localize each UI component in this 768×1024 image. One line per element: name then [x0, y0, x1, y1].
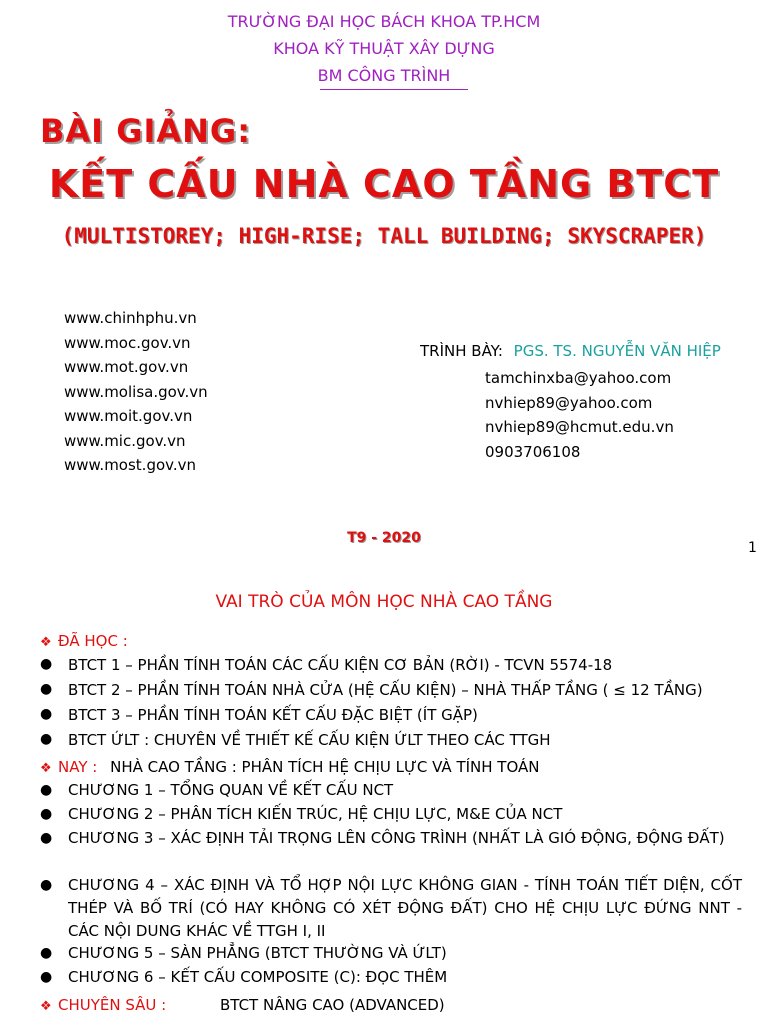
bullet-icon: ● [40, 830, 53, 846]
chapter-item: CHƯƠNG 6 – KẾT CẤU COMPOSITE (C): ĐỌC THÊM [68, 968, 448, 986]
lecture-label: BÀI GIẢNG: [40, 112, 251, 150]
da-hoc-item: BTCT 1 – PHẦN TÍNH TOÁN CÁC CẤU KIỆN CƠ BẢN (RỜI) - TCVN 5574-18 [68, 656, 613, 674]
diamond-bullet-icon: ❖ [40, 761, 52, 776]
date-label: T9 - 2020 [347, 530, 421, 546]
bullet-icon: ● [40, 969, 53, 985]
lecture-title: KẾT CẤU NHÀ CAO TẦNG BTCT [48, 162, 720, 206]
da-hoc-label: ĐÃ HỌC : [58, 632, 128, 650]
chapter-item: CHƯƠNG 1 – TỔNG QUAN VỀ KẾT CẤU NCT [68, 781, 394, 799]
nay-heading [40, 756, 540, 780]
bullet-icon: ● [40, 706, 53, 722]
chuyen-sau-heading [40, 994, 445, 1018]
url-item[interactable]: www.chinhphu.vn [64, 309, 197, 327]
contact-email[interactable]: nvhiep89@yahoo.com [485, 393, 653, 412]
diamond-bullet-icon: ❖ [40, 635, 52, 650]
bullet-icon: ● [40, 782, 53, 798]
chapter-item: CHƯƠNG 5 – SÀN PHẲNG (BTCT THƯỜNG VÀ ỨLT) [68, 944, 447, 962]
department-name: BM CÔNG TRÌNH [317, 66, 451, 85]
url-item[interactable]: www.molisa.gov.vn [64, 382, 208, 401]
url-item[interactable]: www.most.gov.vn [64, 456, 197, 474]
chapter-item: CHƯƠNG 2 – PHÂN TÍCH KIẾN TRÚC, HỆ CHỊU LỰC, M&E CỦA NCT [68, 805, 563, 823]
bullet-icon: ● [40, 806, 53, 822]
bullet-icon: ● [40, 681, 53, 697]
chapter-item: CHƯƠNG 4 – XÁC ĐỊNH VÀ TỔ HỢP NỘI LỰC KHÔNG GIAN - TÍNH TOÁN TIẾT DIỆN, CỐT THÉP VÀ BỐ TRÍ (CÓ HAY KHÔNG CÓ XÉT ĐỘNG ĐẤT) CHO HỆ CHỊU LỰC ĐỨNG NNT - CÁC NỘI DUNG KHÁC VỀ TTGH I, II [68, 876, 742, 940]
bullet-icon: ● [40, 945, 53, 961]
header-underline [320, 89, 468, 90]
nay-label: NAY : [58, 758, 98, 776]
lecture-subtitle: (MULTISTOREY; HIGH-RISE; TALL BUILDING; SKYSCRAPER) [61, 224, 707, 248]
chuyen-sau-text: BTCT NÂNG CAO (ADVANCED) [220, 996, 445, 1014]
presenter-label: TRÌNH BÀY: [420, 342, 503, 360]
nay-text: NHÀ CAO TẦNG : PHÂN TÍCH HỆ CHỊU LỰC VÀ TÍNH TOÁN [110, 758, 540, 776]
da-hoc-item: BTCT ỨLT : CHUYÊN VỀ THIẾT KẾ CẤU KIỆN ỨLT THEO CÁC TTGH [68, 731, 551, 749]
university-name: TRƯỜNG ĐẠI HỌC BÁCH KHOA TP.HCM [227, 12, 541, 31]
contact-email[interactable]: tamchinxba@yahoo.com [485, 369, 672, 387]
url-item[interactable]: www.moit.gov.vn [64, 407, 193, 425]
contact-phone: 0903706108 [485, 442, 581, 461]
bullet-icon: ● [40, 731, 53, 747]
contact-email[interactable]: nvhiep89@hcmut.edu.vn [485, 418, 674, 436]
page-number: 1 [748, 540, 757, 556]
url-item[interactable]: www.moc.gov.vn [64, 333, 191, 352]
bullet-icon: ● [40, 877, 53, 893]
url-item[interactable]: www.mic.gov.vn [64, 431, 186, 450]
da-hoc-item: BTCT 3 – PHẦN TÍNH TOÁN KẾT CẤU ĐẶC BIỆT (ÍT GẶP) [68, 706, 478, 724]
bullet-icon: ● [40, 656, 53, 672]
section-title: VAI TRÒ CỦA MÔN HỌC NHÀ CAO TẦNG [215, 592, 553, 612]
chapter-item: CHƯƠNG 3 – XÁC ĐỊNH TẢI TRỌNG LÊN CÔNG TRÌNH (NHẤT LÀ GIÓ ĐỘNG, ĐỘNG ĐẤT) [68, 829, 725, 847]
faculty-name: KHOA KỸ THUẬT XÂY DỰNG [273, 39, 495, 58]
chuyen-sau-label: CHUYÊN SÂU : [58, 996, 167, 1014]
diamond-bullet-icon: ❖ [40, 999, 52, 1014]
url-list [64, 306, 208, 478]
url-item[interactable]: www.mot.gov.vn [64, 358, 189, 376]
presenter-name: PGS. TS. NGUYỄN VĂN HIỆP [513, 342, 721, 360]
contact-list [485, 366, 674, 464]
da-hoc-item: BTCT 2 – PHẦN TÍNH TOÁN NHÀ CỬA (HỆ CẤU KIỆN) – NHÀ THẤP TẦNG ( ≤ 12 TẦNG) [68, 681, 703, 699]
da-hoc-heading [40, 630, 128, 654]
presenter [420, 342, 721, 360]
